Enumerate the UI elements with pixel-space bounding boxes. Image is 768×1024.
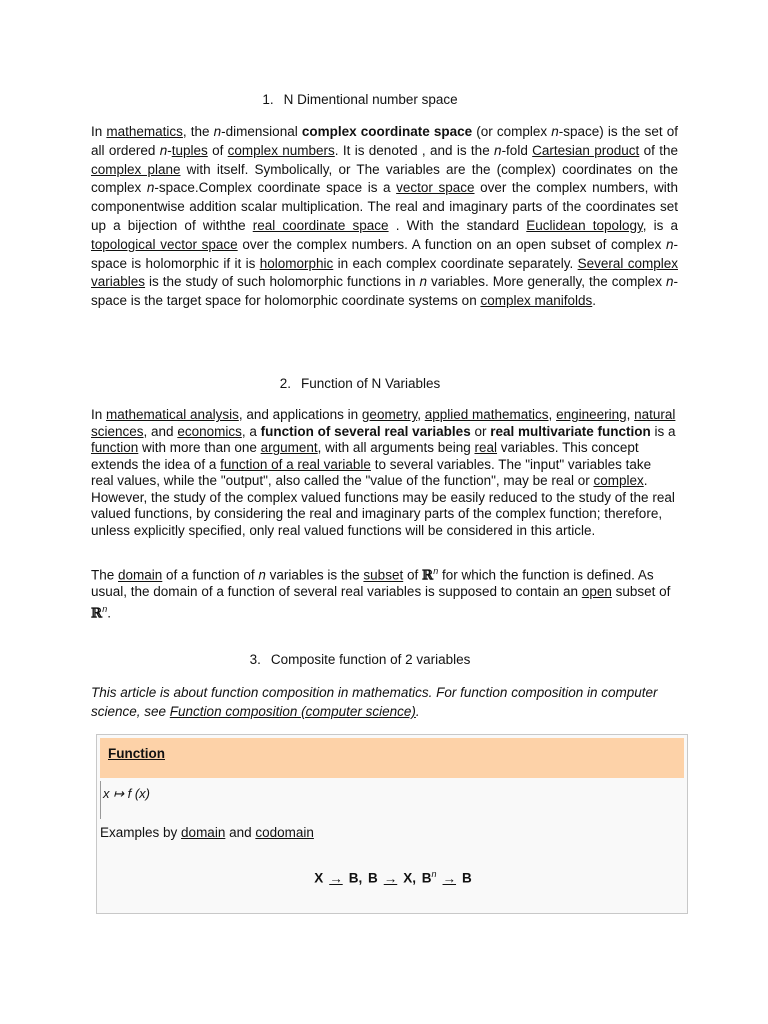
link-subset[interactable]: subset — [363, 567, 404, 583]
section-number: 1. — [262, 92, 274, 107]
text: over the complex numbers. A function on an open subset of complex — [237, 236, 666, 252]
section-title: Composite function of 2 variables — [270, 652, 471, 667]
link-geometry[interactable]: geometry — [361, 407, 418, 422]
section-number: 3. — [249, 652, 261, 667]
text-italic: n — [146, 180, 155, 196]
link-domain[interactable]: domain — [181, 825, 226, 840]
text: , and applications in — [238, 407, 362, 422]
link-tuples[interactable]: tuples — [171, 142, 208, 158]
superscript-n: n — [431, 869, 437, 879]
function-infobox — [96, 734, 688, 914]
section-heading-2 — [0, 376, 720, 391]
section-title: Function of N Variables — [300, 376, 441, 391]
arrow-link[interactable]: → — [442, 870, 457, 886]
text-italic: n — [419, 274, 427, 290]
text-italic: n — [258, 567, 266, 583]
link-real[interactable]: real — [474, 440, 498, 455]
paragraph-complex-coordinate-space — [91, 123, 678, 311]
text-italic: n — [213, 124, 222, 139]
text: to several variables. The "input" variables take real values, while the "output", also called the "value of the function", may be real or — [91, 456, 652, 488]
text-bold: complex coordinate space — [301, 124, 473, 139]
text: -fold — [501, 142, 533, 158]
text: with itself. Symbolically, or The variables are the (complex) coordinates on the complex — [91, 161, 678, 196]
text: subset of — [611, 584, 671, 599]
text: . — [415, 704, 420, 719]
hatnote — [91, 683, 681, 721]
text: , is a — [642, 217, 679, 233]
text: is a — [650, 423, 676, 439]
text: This article is about function composition in mathematics. For function composition in computer science, see — [91, 685, 658, 719]
section-number: 2. — [279, 376, 291, 391]
text: - — [167, 142, 172, 158]
link-real-coordinate-space[interactable]: real coordinate space — [252, 217, 389, 233]
text: or — [470, 423, 491, 439]
text: -space is holomorphic if it is — [91, 236, 678, 271]
symbol: B — [462, 870, 472, 886]
section-heading-1 — [0, 92, 720, 107]
link-domain[interactable]: domain — [118, 567, 163, 583]
text: is the study of such holomorphic functions in — [145, 274, 420, 290]
link-applied-mathematics[interactable]: applied mathematics — [424, 407, 549, 422]
link-complex-manifolds[interactable]: complex manifolds — [480, 293, 593, 309]
section-heading-3 — [0, 652, 720, 667]
text: , with all arguments being — [317, 440, 475, 455]
link-topological-vector-space[interactable]: topological vector space — [91, 236, 238, 252]
link-complex[interactable]: complex — [593, 473, 644, 488]
superscript-n: n — [102, 603, 108, 614]
link-argument[interactable]: argument — [260, 440, 318, 455]
link-natural-sciences[interactable]: natural sciences — [91, 407, 676, 439]
link-cartesian-product[interactable]: Cartesian product — [532, 142, 640, 158]
infobox-examples — [100, 825, 314, 840]
text: . — [592, 293, 597, 309]
arrow-link[interactable]: → — [383, 870, 398, 886]
symbol: B — [367, 870, 378, 886]
text: -space) is the set of all ordered — [91, 124, 678, 158]
text: , a — [241, 423, 261, 439]
symbol: B — [421, 870, 432, 886]
link-engineering[interactable]: engineering — [556, 407, 627, 422]
text: variables. More generally, the complex — [427, 274, 666, 290]
text: , — [548, 407, 557, 422]
text: -dimensional — [221, 124, 302, 139]
text: variables is the — [265, 567, 364, 583]
text-italic: n — [665, 274, 674, 290]
text: -space.Complex coordinate space is a — [154, 180, 397, 196]
text: Examples by — [100, 825, 182, 840]
text: with more than one — [138, 440, 261, 455]
text: for which the function is defined. As usual, the domain of a function of several real variables is supposed to contain an — [91, 567, 654, 599]
text-italic: n — [665, 236, 674, 252]
arrow-link[interactable]: → — [329, 870, 343, 886]
paragraph-domain — [91, 563, 676, 622]
text: of a function of — [162, 567, 259, 583]
real-numbers-symbol: ℝ — [91, 605, 103, 621]
paragraph-several-real-variables — [91, 407, 676, 539]
text-bold: real multivariate function — [490, 423, 651, 439]
text: (or complex — [472, 124, 552, 139]
text-italic: n — [159, 142, 168, 158]
text: of — [403, 567, 422, 583]
infobox-mapping — [100, 781, 150, 819]
link-open[interactable]: open — [581, 584, 612, 599]
link-function-composition-computer-science[interactable]: Function composition (computer science) — [169, 704, 416, 719]
text: of the — [639, 142, 678, 158]
link-vector-space[interactable]: vector space — [396, 180, 475, 196]
link-mathematics[interactable]: mathematics — [106, 124, 183, 139]
link-holomorphic[interactable]: holomorphic — [259, 255, 334, 271]
link-complex-numbers[interactable]: complex numbers — [227, 142, 335, 158]
text-italic: n — [551, 124, 559, 139]
section-title: N Dimentional number space — [283, 92, 458, 107]
text: of — [207, 142, 228, 158]
text: , — [626, 407, 635, 422]
text: In — [91, 407, 107, 422]
text: over the complex numbers, with componentwise addition scalar multiplication. The real and imaginary parts of the coordinates set up a bijection of withthe — [91, 180, 678, 233]
real-numbers-symbol: ℝ — [421, 567, 434, 584]
text: . However, the study of the complex valued functions may be easily reduced to the study of the real valued functions, by considering the real and imaginary parts of the complex function; therefore, unless explicitly specified, only real valued functions will be considered in this article. — [91, 473, 675, 538]
text: variables. This concept extends the idea of a — [91, 440, 639, 472]
infobox-formula — [97, 869, 689, 886]
text-bold: function of several real variables — [260, 423, 471, 439]
text: . — [107, 605, 112, 620]
superscript-n: n — [433, 566, 439, 576]
link-euclidean-topology[interactable]: Euclidean topology — [526, 217, 643, 233]
symbol: X, — [403, 870, 416, 886]
symbol: X — [314, 870, 324, 886]
text: The — [91, 567, 119, 583]
link-mathematical-analysis[interactable]: mathematical analysis — [106, 407, 239, 422]
symbol: B, — [348, 870, 363, 886]
text-italic: n — [494, 142, 502, 158]
link-economics[interactable]: economics — [177, 423, 242, 439]
link-codomain[interactable]: codomain — [255, 825, 314, 840]
text: , the — [182, 124, 214, 139]
mapping-notation: x ↦ f (x) — [103, 786, 150, 801]
text: -space is the target space for holomorphic coordinate systems on — [91, 274, 678, 309]
link-function-of-a-real-variable[interactable]: function of a real variable — [220, 456, 371, 472]
infobox-title-link[interactable]: Function — [108, 746, 165, 761]
link-function[interactable]: function — [91, 440, 139, 455]
text: In — [91, 124, 107, 139]
link-several-complex-variables[interactable]: Several complex variables — [91, 255, 678, 290]
link-complex-plane[interactable]: complex plane — [91, 161, 181, 177]
text: . With the standard — [388, 217, 527, 233]
text: , and — [143, 423, 178, 439]
text: . It is denoted , and is the — [334, 142, 495, 158]
text: and — [225, 825, 256, 840]
text: in each complex coordinate separately. — [333, 255, 578, 271]
infobox-title-bar — [100, 738, 684, 778]
text: , — [417, 407, 425, 422]
